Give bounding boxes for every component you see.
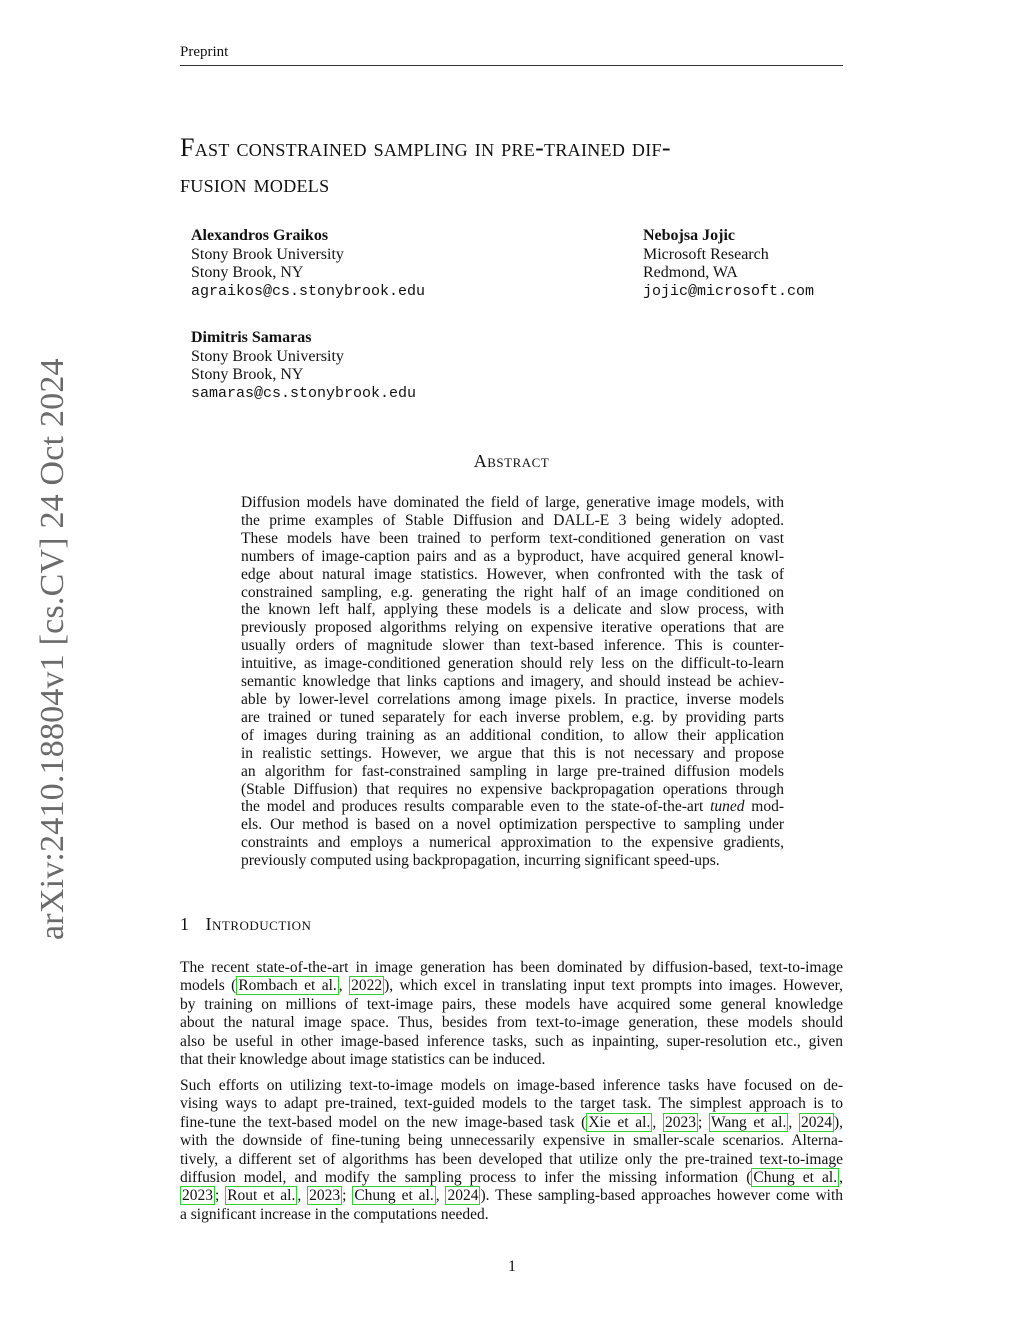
- abstract-line: constrained sampling, e.g. generating the right half of an image conditioned on: [241, 583, 784, 601]
- paragraph-line: vising ways to adapt pre-trained, text-guided models to the target task. The simplest approach is to: [180, 1095, 843, 1113]
- paragraph-line: fine-tune the text-based model on the new image-based task ( Xie et al. , 2023 ; Wang et al. , 2024 ),: [180, 1113, 843, 1131]
- paragraph-line: tively, a different set of algorithms has been developed that utilize only the pre-trained text-to-image: [180, 1150, 843, 1168]
- abstract-line: the prime examples of Stable Diffusion and DALL-E 3 being widely adopted.: [241, 511, 784, 529]
- paragraph-text: ). These sampling-based approaches however come with: [480, 1187, 844, 1205]
- citation-link-chung-2023[interactable]: Chung et al.: [753, 1169, 838, 1187]
- paragraph-text: fine-tune the text-based model on the new image-based task (: [180, 1113, 587, 1131]
- author-email[interactable]: jojic@microsoft.com: [643, 282, 815, 300]
- abstract-line: els. Our method is based on a novel optimization perspective to sampling under: [241, 816, 784, 834]
- section-heading-introduction: [180, 914, 311, 935]
- citation-year-link-xie[interactable]: 2023: [664, 1113, 696, 1131]
- citation-link-chung-2024[interactable]: Chung et al.: [354, 1187, 434, 1205]
- paragraph-line: by training on millions of text-image pairs, these models have acquired some general knowledge: [180, 995, 843, 1013]
- paragraph-text: ), which excel in translating input text prompts into images. However,: [384, 977, 844, 995]
- paragraph-line: models ( Rombach et al. , 2022 ), which excel in translating input text prompts into images. However,: [180, 977, 844, 995]
- citation-year-link-rout[interactable]: 2023: [309, 1187, 341, 1205]
- paragraph-text: ),: [833, 1113, 843, 1131]
- abstract-line: These models have been trained to perform text-conditioned generation on vast: [241, 529, 784, 547]
- author-block-2: [643, 227, 814, 301]
- paragraph-line: also be useful in other image-based inference tasks, such as inpainting, super-resolution etc., given: [180, 1032, 843, 1050]
- paragraph-line: with the downside of fine-tuning being unnecessarily expensive in smaller-scale scenarios. Alterna-: [180, 1132, 843, 1150]
- abstract-line: previously computed using backpropagation, incurring significant speed-ups.: [241, 852, 720, 870]
- citation-year-link-wang[interactable]: 2024: [800, 1113, 832, 1131]
- abstract-line: constraints and employs a numerical approximation to the expensive gradients,: [241, 834, 784, 852]
- abstract-line: [241, 798, 784, 816]
- author-email[interactable]: agraikos@cs.stonybrook.edu: [191, 282, 426, 300]
- running-header: Preprint: [180, 44, 843, 66]
- abstract-text: [241, 494, 784, 870]
- abstract-line: intuitive, as image-conditioned generation should rely less on the difficult-to-learn: [241, 655, 784, 673]
- abstract-italic-word: tuned: [710, 798, 745, 816]
- citation-link-wang[interactable]: Wang et al.: [710, 1113, 787, 1131]
- author-block-3: [191, 329, 416, 403]
- paragraph-line: about the natural image space. Thus, besides from text-to-image generation, these models should: [180, 1014, 843, 1032]
- title-line-2: fusion models: [180, 169, 330, 198]
- paragraph-line: Such efforts on utilizing text-to-image models on image-based inference tasks have focused on de-: [180, 1077, 843, 1094]
- section-title: Introduction: [205, 914, 312, 934]
- abstract-line: numbers of image-caption pairs and as a byproduct, have acquired general knowl-: [241, 547, 784, 565]
- abstract-line: of images during training as an additional condition, to allow their application: [241, 726, 784, 744]
- citation-link-rout[interactable]: Rout et al.: [227, 1187, 296, 1205]
- abstract-line: (Stable Diffusion) that requires no expensive backpropagation operations through: [241, 780, 784, 798]
- abstract-line-text: the model and produces results comparable even to the state-of-the-art: [241, 798, 704, 816]
- citation-link-rombach[interactable]: Rombach et al.: [238, 977, 337, 995]
- paragraph-line: The recent state-of-the-art in image generation has been dominated by diffusion-based, text-to-image: [180, 959, 843, 976]
- citation-year-link-rombach[interactable]: 2022: [351, 977, 383, 995]
- abstract-line: usually orders of magnitude slower than text-based inference. This is counter-: [241, 637, 784, 655]
- page-number: 1: [508, 1258, 516, 1275]
- paragraph-text: diffusion model, and modify the sampling process to infer the missing information (: [180, 1169, 752, 1187]
- abstract-line: are trained or tuned separately for each inverse problem, e.g. by providing parts: [241, 708, 784, 726]
- author-affiliation: Microsoft Research: [643, 245, 769, 263]
- author-location: Stony Brook, NY: [191, 366, 304, 383]
- paper-title: [180, 130, 860, 202]
- abstract-line: an algorithm for fast-constrained sampling in large pre-trained diffusion models: [241, 762, 784, 780]
- paragraph-line: 2023 ; Rout et al. , 2023 ; Chung et al. , 2024 ). These sampling-based approaches however come with: [182, 1187, 844, 1205]
- abstract-line: semantic knowledge that links captions and imagery, and should instead be achiev-: [241, 673, 784, 691]
- author-email[interactable]: samaras@cs.stonybrook.edu: [191, 384, 417, 402]
- section-number: 1: [180, 914, 190, 934]
- citation-link-xie[interactable]: Xie et al.: [588, 1113, 651, 1131]
- author-name: Alexandros Graikos: [191, 227, 329, 244]
- intro-paragraph-2: [180, 1077, 843, 1224]
- author-block-1: [191, 227, 425, 301]
- paragraph-line: a significant increase in the computations needed.: [180, 1205, 489, 1223]
- author-affiliation: Stony Brook University: [191, 347, 344, 365]
- intro-paragraph-1: [180, 959, 843, 1069]
- paragraph-line: that their knowledge about image statistics can be induced.: [180, 1051, 546, 1069]
- abstract-line: previously proposed algorithms relying on expensive iterative operations that are: [241, 619, 784, 637]
- abstract-heading: Abstract: [473, 451, 550, 471]
- abstract-line: Diffusion models have dominated the field of large, generative image models, with: [241, 494, 784, 511]
- author-affiliation: Stony Brook University: [191, 245, 344, 263]
- abstract-line: the known left half, applying these models is a delicate and slow process, with: [241, 601, 784, 619]
- abstract-line: able by lower-level correlations among image pixels. In practice, inverse models: [241, 690, 784, 708]
- arxiv-identifier-stamp: arXiv:2410.18804v1 [cs.CV] 24 Oct 2024: [34, 358, 71, 940]
- author-location: Redmond, WA: [643, 264, 738, 281]
- abstract-line-tail: mod-: [751, 798, 785, 816]
- abstract-line: edge about natural image statistics. However, when confronted with the task of: [241, 565, 784, 583]
- citation-year-link-chung-2023[interactable]: 2023: [182, 1187, 213, 1205]
- citation-year-link-chung-2024[interactable]: 2024: [447, 1187, 479, 1205]
- author-location: Stony Brook, NY: [191, 264, 304, 281]
- author-name: Nebojsa Jojic: [643, 227, 735, 244]
- author-name: Dimitris Samaras: [191, 329, 312, 346]
- title-line-1: Fast constrained sampling in pre-trained dif-: [180, 133, 671, 162]
- paragraph-text: models (: [180, 977, 237, 995]
- paragraph-line: diffusion model, and modify the sampling process to infer the missing information ( Chung et al. ,: [180, 1169, 843, 1187]
- abstract-line: in realistic settings. However, we argue that this is not necessary and propose: [241, 744, 784, 762]
